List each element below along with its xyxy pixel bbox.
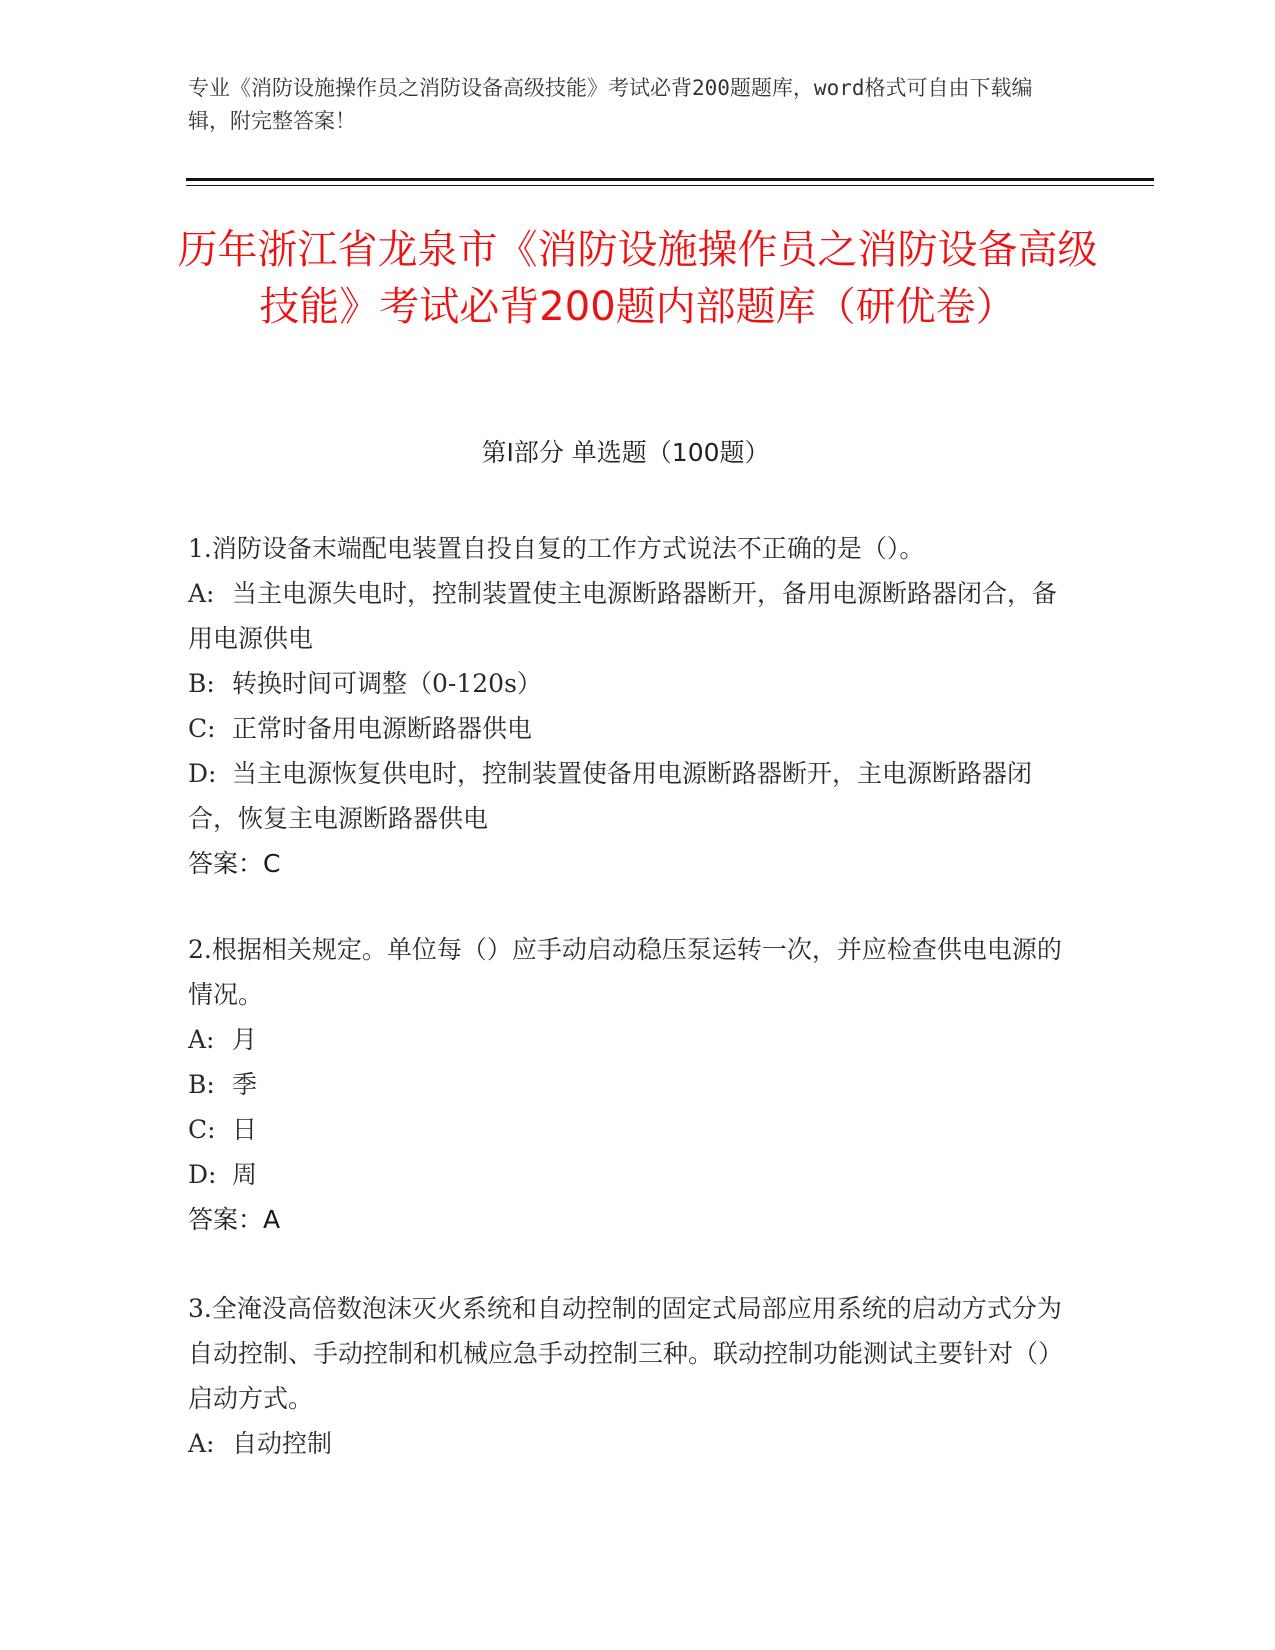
- option-text: 转换时间可调整（0-120s）: [232, 669, 542, 698]
- option-key: C:: [188, 714, 216, 743]
- document-title: 历年浙江省龙泉市《消防设施操作员之消防设备高级技能》考试必背200题内部题库（研优卷）: [177, 227, 1098, 330]
- section-title: 第Ⅰ部分 单选题（100题）: [481, 438, 770, 467]
- header-divider-thin: [186, 185, 1154, 186]
- question-3: [188, 1286, 1078, 1466]
- option-text: 当主电源失电时，控制装置使主电源断路器断开，备用电源断路器闭合，备用电源供电: [188, 579, 1058, 653]
- question-1: [188, 526, 1078, 886]
- option-text: 自动控制: [232, 1429, 333, 1458]
- option-key: A:: [188, 1429, 215, 1458]
- header-note: 专业《消防设施操作员之消防设备高级技能》考试必背200题题库，word格式可自由下载编辑，附完整答案！: [188, 76, 1033, 133]
- option-key: A:: [188, 579, 215, 608]
- option-key: C:: [188, 1115, 216, 1144]
- answer: 答案：A: [188, 1205, 281, 1234]
- option-text: 正常时备用电源断路器供电: [232, 714, 533, 743]
- option-a: [188, 1421, 1078, 1466]
- option-a: [188, 571, 1078, 661]
- option-text: 日: [232, 1115, 258, 1144]
- option-text: 月: [232, 1025, 258, 1054]
- option-b: [188, 661, 1078, 706]
- answer: 答案：C: [188, 849, 281, 878]
- option-key: B:: [188, 1070, 215, 1099]
- option-text: 当主电源恢复供电时，控制装置使备用电源断路器断开，主电源断路器闭合，恢复主电源断路器供电: [188, 759, 1033, 833]
- option-key: D:: [188, 759, 217, 788]
- option-a: [188, 1017, 1078, 1062]
- question-text: 1.消防设备末端配电装置自投自复的工作方式说法不正确的是（）。: [188, 534, 925, 563]
- option-key: A:: [188, 1025, 215, 1054]
- question-text: 2.根据相关规定。单位每（）应手动启动稳压泵运转一次，并应检查供电电源的情况。: [188, 935, 1062, 1009]
- option-b: [188, 1062, 1078, 1107]
- option-key: B:: [188, 669, 215, 698]
- header-divider-thick: [186, 178, 1154, 181]
- option-d: [188, 1152, 1078, 1197]
- option-text: 周: [232, 1160, 258, 1189]
- option-text: 季: [232, 1070, 258, 1099]
- question-text: 3.全淹没高倍数泡沫灭火系统和自动控制的固定式局部应用系统的启动方式分为自动控制、手动控制和机械应急手动控制三种。联动控制功能测试主要针对（）启动方式。: [188, 1294, 1064, 1413]
- question-2: [188, 927, 1078, 1242]
- option-c: [188, 706, 1078, 751]
- option-key: D:: [188, 1160, 217, 1189]
- option-d: [188, 751, 1078, 841]
- option-c: [188, 1107, 1078, 1152]
